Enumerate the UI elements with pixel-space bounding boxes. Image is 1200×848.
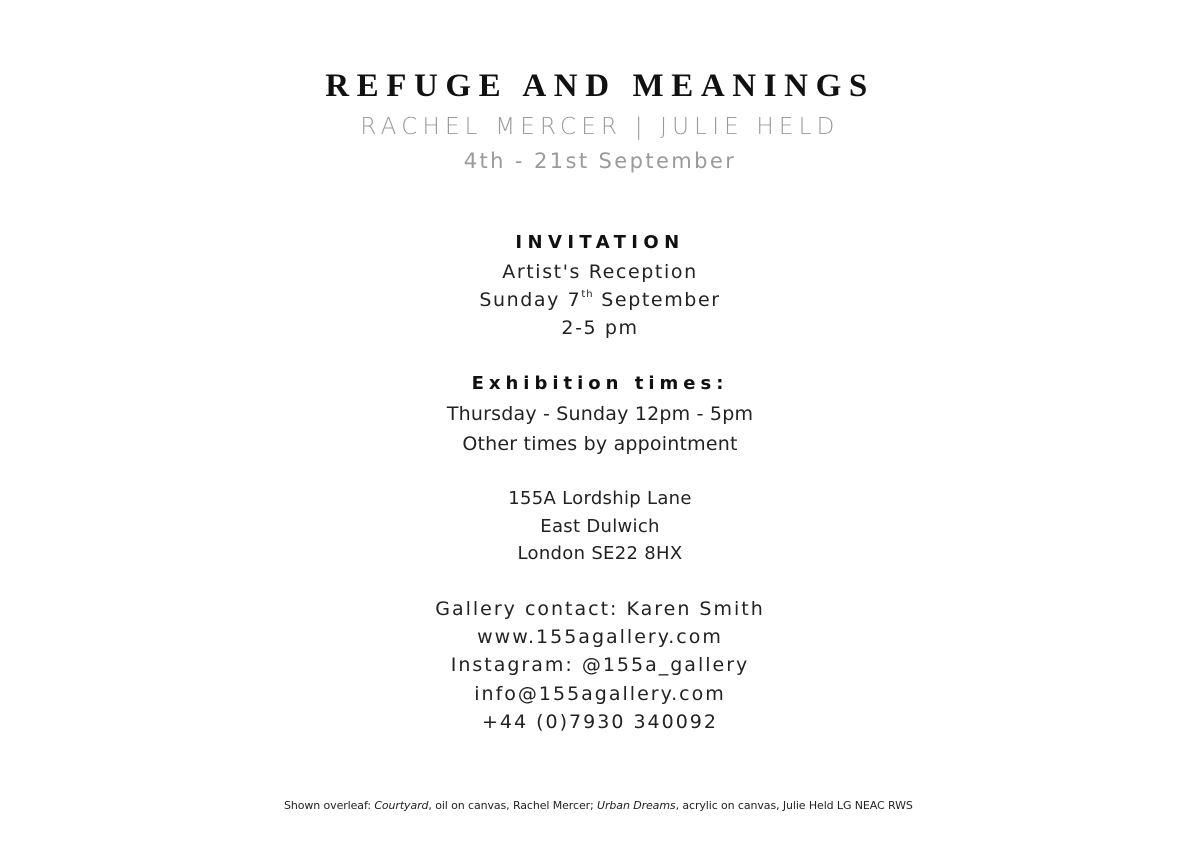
credit-work2-title: Urban Dreams bbox=[597, 799, 676, 812]
invitation-heading: INVITATION bbox=[515, 232, 685, 253]
gallery-email: info@155agallery.com bbox=[474, 683, 726, 705]
reception-date-month: September bbox=[593, 289, 721, 311]
gallery-phone: +44 (0)7930 340092 bbox=[482, 711, 718, 733]
reception-date-prefix: Sunday 7 bbox=[479, 289, 582, 311]
credit-work1-title: Courtyard bbox=[374, 799, 429, 812]
exhibition-title: REFUGE AND MEANINGS bbox=[325, 68, 875, 104]
credit-prefix: Shown overleaf: bbox=[284, 799, 375, 812]
reception-date bbox=[0, 287, 1200, 313]
credit-work2-details: , acrylic on canvas, Julie Held LG NEAC RWS bbox=[675, 799, 913, 812]
exhibition-hours: Thursday - Sunday 12pm - 5pm bbox=[446, 403, 754, 425]
address-line-3: London SE22 8HX bbox=[517, 543, 683, 564]
reception-event: Artist's Reception bbox=[502, 261, 698, 283]
exhibition-times-heading: Exhibition times: bbox=[471, 373, 729, 394]
artist-names: RACHEL MERCER | JULIE HELD bbox=[360, 114, 840, 140]
gallery-website: www.155agallery.com bbox=[477, 626, 723, 648]
gallery-contact: Gallery contact: Karen Smith bbox=[435, 598, 765, 620]
exhibition-dates: 4th - 21st September bbox=[463, 149, 737, 173]
address-line-2: East Dulwich bbox=[540, 516, 660, 537]
address-line-1: 155A Lordship Lane bbox=[508, 488, 692, 509]
credit-work1-details: , oil on canvas, Rachel Mercer; bbox=[428, 799, 598, 812]
artwork-credit bbox=[284, 798, 984, 814]
reception-date-ordinal: th bbox=[581, 289, 594, 300]
reception-time: 2-5 pm bbox=[561, 317, 639, 339]
exhibition-other-times: Other times by appointment bbox=[462, 433, 738, 455]
gallery-instagram: Instagram: @155a_gallery bbox=[450, 654, 750, 676]
